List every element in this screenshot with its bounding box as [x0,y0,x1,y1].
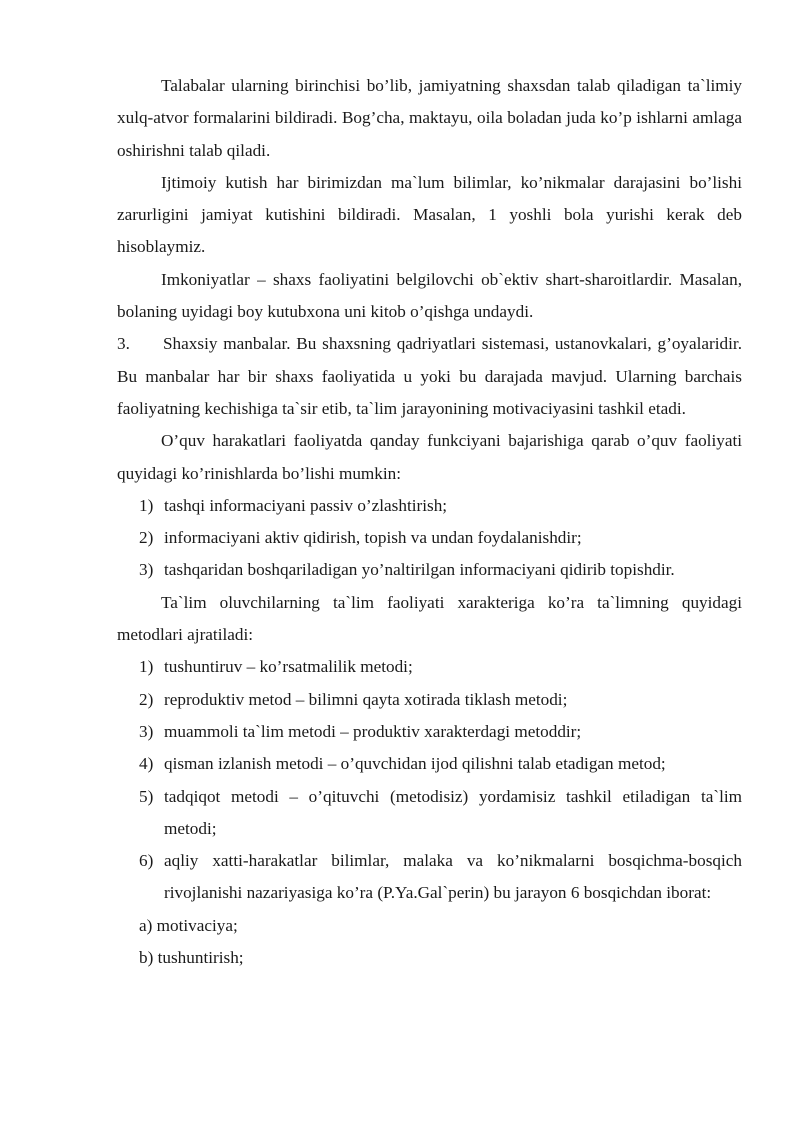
list-item-text: informaciyani aktiv qidirish, topish va undan foydalanishdir; [164,528,582,548]
list-item-text: tadqiqot metodi – o’qituvchi (metodisiz) yordamisiz tashkil etiladigan ta`lim metodi; [164,786,742,838]
paragraph-number: 3. [117,334,130,354]
list-item-text: reproduktiv metod – bilimni qayta xotirada tiklash metodi; [164,689,568,709]
list-marker: 1) [139,495,154,515]
list-item-text: tashqaridan boshqariladigan yo’naltirilgan informaciyani qidirib topishdir. [164,560,675,580]
list-item-text: tashqi informaciyani passiv o’zlashtirish; [164,495,448,515]
talim-metodlari-list [117,651,742,909]
list-item [117,684,742,716]
alpha-item-motivaciya: a) motivaciya; [139,915,238,935]
list-item-text: muammoli ta`lim metodi – produktiv xarakterdagi metoddir; [164,721,582,741]
list-marker: 3) [139,560,154,580]
list-item [117,845,742,910]
list-marker: 1) [139,657,154,677]
paragraph-talabalar: Talabalar ularning birinchisi bo’lib, jamiyatning shaxsdan talab qiladigan ta`limiy xulq-atvor formalarini bildiradi. Bog’cha, maktayu, oila boladan juda ko’p ishlarni amlaga oshirishni talab qiladi. [117,76,742,160]
paragraph-ijtimoiy-kutish: Ijtimoiy kutish har birimizdan ma`lum bilimlar, ko’nikmalar darajasini bo’lishi zarurligini jamiyat kutishini bildiradi. Masalan, 1 yoshli bola yurishi kerak deb hisoblaymiz. [117,172,742,257]
list-marker: 4) [139,754,154,774]
list-item-text: tushuntiruv – ko’rsatmalilik metodi; [164,657,413,677]
list-marker: 2) [139,689,154,709]
list-item [117,748,742,780]
list-item [117,490,742,522]
list-item-text: qisman izlanish metodi – o’quvchidan ijod qilishni talab etadigan metod; [164,754,666,774]
paragraph-shaxsiy-manbalar [117,328,742,425]
paragraph-text: Shaxsiy manbalar. Bu shaxsning qadriyatlari sistemasi, ustanovkalari, g’oyalaridir. Bu manbalar har bir shaxs faoliyatida u yoki bu darajada mavjud. Ularning barchais faoliyatning kechishiga ta`sir etib, ta`lim jarayonining motivaciyasini tashkil etadi. [117,334,742,418]
list-item [117,554,742,586]
list-marker: 5) [139,786,154,806]
list-item [117,781,742,846]
list-marker: 6) [139,851,154,871]
list-item [117,651,742,683]
paragraph-oquv-harakatlari: O’quv harakatlari faoliyatda qanday funkciyani bajarishiga qarab o’quv faoliyati quyidagi ko’rinishlarda bo’lishi mumkin: [117,431,742,483]
list-item-text: aqliy xatti-harakatlar bilimlar, malaka va ko’nikmalarni bosqichma-bosqich rivojlanishi nazariyasiga ko’ra (P.Ya.Gal`perin) bu jarayon 6 bosqichdan iborat: [164,851,742,903]
oquv-faoliyati-list [117,490,742,587]
list-marker: 2) [139,528,154,548]
paragraph-talim-oluvchilar: Ta`lim oluvchilarning ta`lim faoliyati xarakteriga ko’ra ta`limning quyidagi metodlari ajratiladi: [117,592,742,645]
list-item [117,716,742,748]
list-item [117,522,742,554]
paragraph-imkoniyatlar: Imkoniyatlar – shaxs faoliyatini belgilovchi ob`ektiv shart-sharoitlardir. Masalan, bolaning uyidagi boy kutubxona uni kitob o’qishga undaydi. [117,269,742,322]
document-body [117,70,742,974]
alpha-item-tushuntirish: b) tushuntirish; [139,948,244,968]
list-marker: 3) [139,721,154,741]
